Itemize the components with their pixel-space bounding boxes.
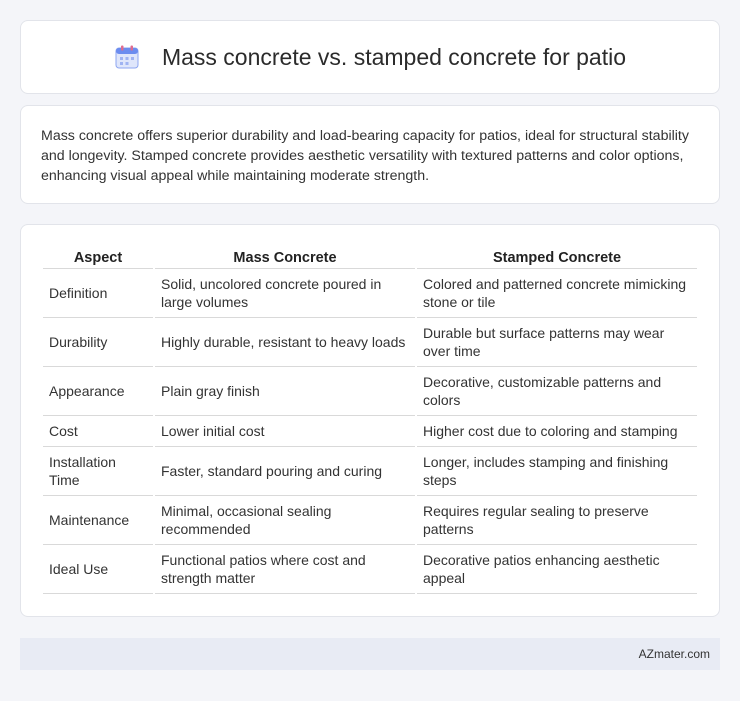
summary-card (20, 105, 720, 204)
table-row (43, 447, 697, 496)
aspect-cell: Installation Time (43, 447, 153, 496)
table-header-row (43, 245, 697, 269)
footer-brand: AZmater.com (638, 647, 710, 661)
header-aspect: Aspect (43, 245, 153, 269)
mass-concrete-cell: Functional patios where cost and strength matter (155, 545, 415, 594)
mass-concrete-cell: Lower initial cost (155, 416, 415, 447)
header-stamped-concrete: Stamped Concrete (417, 245, 697, 269)
mass-concrete-cell: Solid, uncolored concrete poured in large volumes (155, 269, 415, 318)
aspect-cell: Appearance (43, 367, 153, 416)
aspect-cell: Definition (43, 269, 153, 318)
table-row (43, 416, 697, 447)
title-card (20, 20, 720, 94)
table-row (43, 269, 697, 318)
table-row (43, 545, 697, 594)
table-row (43, 318, 697, 367)
comparison-table-card (20, 224, 720, 617)
stamped-concrete-cell: Decorative patios enhancing aesthetic appeal (417, 545, 697, 594)
stamped-concrete-cell: Higher cost due to coloring and stamping (417, 416, 697, 447)
comparison-table (41, 245, 699, 594)
stamped-concrete-cell: Decorative, customizable patterns and colors (417, 367, 697, 416)
stamped-concrete-cell: Colored and patterned concrete mimicking stone or tile (417, 269, 697, 318)
header-mass-concrete: Mass Concrete (155, 245, 415, 269)
table-row (43, 367, 697, 416)
summary-text: Mass concrete offers superior durability and load-bearing capacity for patios, ideal for structural stability and longevity. Stamped concrete provides aesthetic versatility with textured patterns and color options, enhancing visual appeal while maintaining moderate strength. (41, 128, 689, 184)
aspect-cell: Durability (43, 318, 153, 367)
footer-bar (20, 638, 720, 670)
aspect-cell: Ideal Use (43, 545, 153, 594)
stamped-concrete-cell: Longer, includes stamping and finishing steps (417, 447, 697, 496)
stamped-concrete-cell: Durable but surface patterns may wear over time (417, 318, 697, 367)
aspect-cell: Maintenance (43, 496, 153, 545)
mass-concrete-cell: Highly durable, resistant to heavy loads (155, 318, 415, 367)
page-title: Mass concrete vs. stamped concrete for patio (161, 43, 627, 70)
mass-concrete-cell: Plain gray finish (155, 367, 415, 416)
stamped-concrete-cell: Requires regular sealing to preserve patterns (417, 496, 697, 545)
mass-concrete-cell: Minimal, occasional sealing recommended (155, 496, 415, 545)
mass-concrete-cell: Faster, standard pouring and curing (155, 447, 415, 496)
calendar-icon (114, 45, 140, 69)
aspect-cell: Cost (43, 416, 153, 447)
table-row (43, 496, 697, 545)
